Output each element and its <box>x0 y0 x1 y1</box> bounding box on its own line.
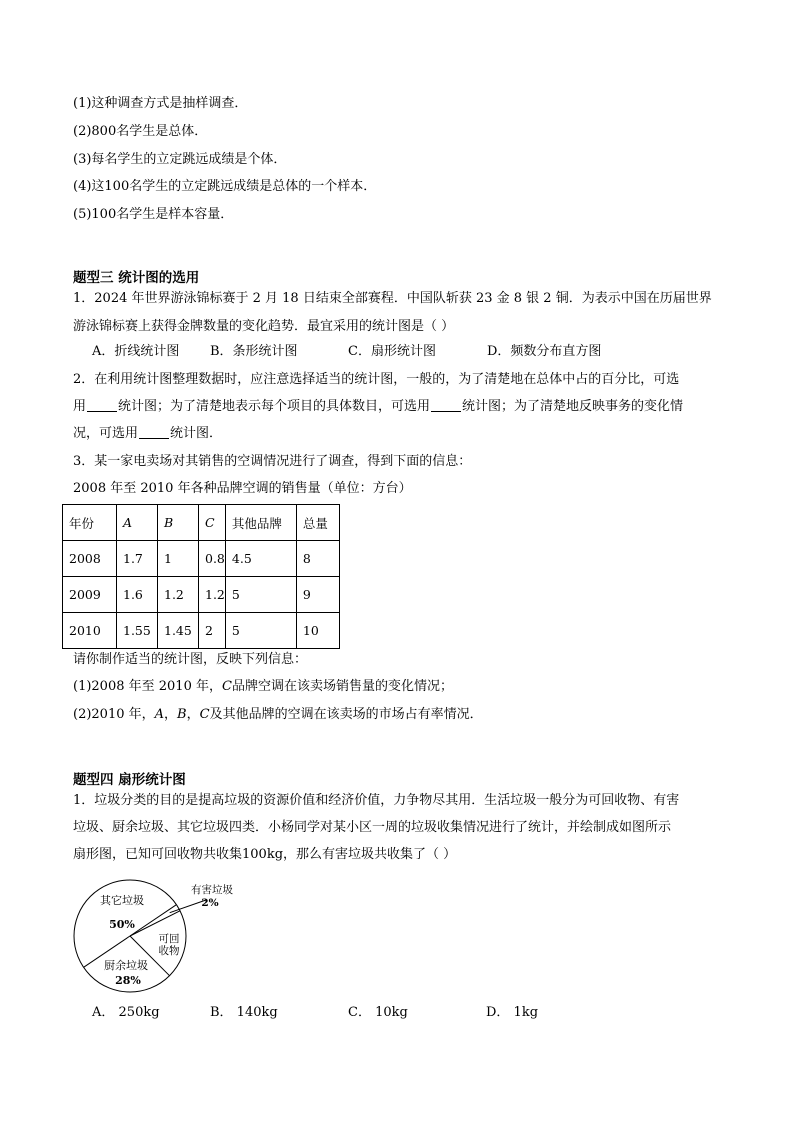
s4-q1-option-c: C． 10kg <box>348 1005 408 1020</box>
pie-chart <box>60 878 250 996</box>
s4-q1-line3: 扇形图，已知可回收物共收集100kg，那么有害垃圾共收集了（ ） <box>73 847 457 862</box>
pie-label-kitchen: 厨余垃圾 <box>104 959 148 972</box>
cell: 1.45 <box>158 613 199 649</box>
cell: 2008 <box>63 541 117 577</box>
table-row <box>63 613 340 649</box>
table-row <box>63 541 340 577</box>
s3-q1-option-b: B．条形统计图 <box>210 344 298 359</box>
s3-q2-line2: 用 统计图；为了清楚地表示每个项目的具体数目，可选用 统计图；为了清楚地反映事务的变化情 <box>73 399 684 414</box>
statement-4: (4)这100名学生的立定跳远成绩是总体的一个样本． <box>73 179 377 194</box>
cell: 4.5 <box>225 541 296 577</box>
pie-value-other: 50% <box>109 918 135 931</box>
answer-blank-2[interactable] <box>431 397 461 412</box>
header-c: C <box>199 505 226 541</box>
s4-q1-option-d: D． 1kg <box>486 1005 539 1020</box>
header-other: 其他品牌 <box>225 505 296 541</box>
s3-q1-option-c: C．扇形统计图 <box>348 344 436 359</box>
sales-table <box>62 504 340 649</box>
s3-q1-line2: 游泳锦标赛上获得金牌数量的变化趋势．最宜采用的统计图是（ ） <box>73 319 455 334</box>
pie-value-harmful: 2% <box>201 897 219 909</box>
table-caption: 2008 年至 2010 年各种品牌空调的销售量（单位：方台） <box>73 481 412 496</box>
statement-5: (5)100名学生是样本容量． <box>73 207 234 222</box>
pie-value-kitchen: 28% <box>115 974 141 987</box>
cell: 1.55 <box>117 613 158 649</box>
table-row <box>63 577 340 613</box>
s3-q3-after: 请你制作适当的统计图，反映下列信息： <box>73 652 308 667</box>
section4-title: 题型四 扇形统计图 <box>73 772 186 788</box>
table-header-row <box>63 505 340 541</box>
cell: 5 <box>225 577 296 613</box>
s3-q3-line1: 3．某一家电卖场对其销售的空调情况进行了调查，得到下面的信息： <box>73 454 472 469</box>
s4-q1-option-a: A． 250kg <box>92 1005 160 1020</box>
cell: 0.8 <box>199 541 226 577</box>
header-a: A <box>117 505 158 541</box>
cell: 8 <box>296 541 339 577</box>
cell: 1.6 <box>117 577 158 613</box>
answer-blank-1[interactable] <box>87 397 117 412</box>
s4-q1-option-b: B． 140kg <box>210 1005 278 1020</box>
statement-3: (3)每名学生的立定跳远成绩是个体． <box>73 152 287 167</box>
cell: 1 <box>158 541 199 577</box>
s3-q3-sub2: (2)2010 年，A，B，C及其他品牌的空调在该卖场的市场占有率情况． <box>73 707 483 722</box>
s3-q2-line3: 况，可选用 统计图． <box>73 426 223 441</box>
cell: 2009 <box>63 577 117 613</box>
pie-label-recycle-2: 收物 <box>158 945 180 957</box>
pie-label-recycle-1: 可回 <box>158 933 180 945</box>
cell: 1.2 <box>158 577 199 613</box>
pie-slice-boundary <box>130 905 176 936</box>
answer-blank-3[interactable] <box>139 424 169 439</box>
cell: 1.7 <box>117 541 158 577</box>
s4-q1-line1: 1．垃圾分类的目的是提高垃圾的资源价值和经济价值，力争物尽其用．生活垃圾一般分为可回收物、有害 <box>73 793 680 808</box>
s3-q2-line1: 2．在利用统计图整理数据时，应注意选择适当的统计图，一般的，为了清楚地在总体中占的百分比，可选 <box>73 372 680 387</box>
statement-1: (1)这种调查方式是抽样调查． <box>73 96 248 111</box>
s4-q1-line2: 垃圾、厨余垃圾、其它垃圾四类．小杨同学对某小区一周的垃圾收集情况进行了统计，并绘制成如图所示 <box>73 820 672 835</box>
cell: 10 <box>296 613 339 649</box>
header-b: B <box>158 505 199 541</box>
header-total: 总量 <box>296 505 339 541</box>
cell: 1.2 <box>199 577 226 613</box>
pie-label-harmful: 有害垃圾 <box>191 884 233 896</box>
cell: 2010 <box>63 613 117 649</box>
s3-q1-line1: 1．2024 年世界游泳锦标赛于 2 月 18 日结束全部赛程．中国队斩获 23 金 8 银 2 铜．为表示中国在历届世界 <box>73 291 712 306</box>
s3-q3-sub1: (1)2008 年至 2010 年，C品牌空调在该卖场销售量的变化情况； <box>73 679 453 694</box>
s3-q1-option-d: D．频数分布直方图 <box>487 344 602 359</box>
pie-label-other: 其它垃圾 <box>100 894 144 907</box>
section3-title: 题型三 统计图的选用 <box>73 270 200 286</box>
header-year: 年份 <box>63 505 117 541</box>
s3-q1-option-a: A．折线统计图 <box>92 344 180 359</box>
cell: 5 <box>225 613 296 649</box>
cell: 9 <box>296 577 339 613</box>
statement-2: (2)800名学生是总体． <box>73 124 208 139</box>
cell: 2 <box>199 613 226 649</box>
